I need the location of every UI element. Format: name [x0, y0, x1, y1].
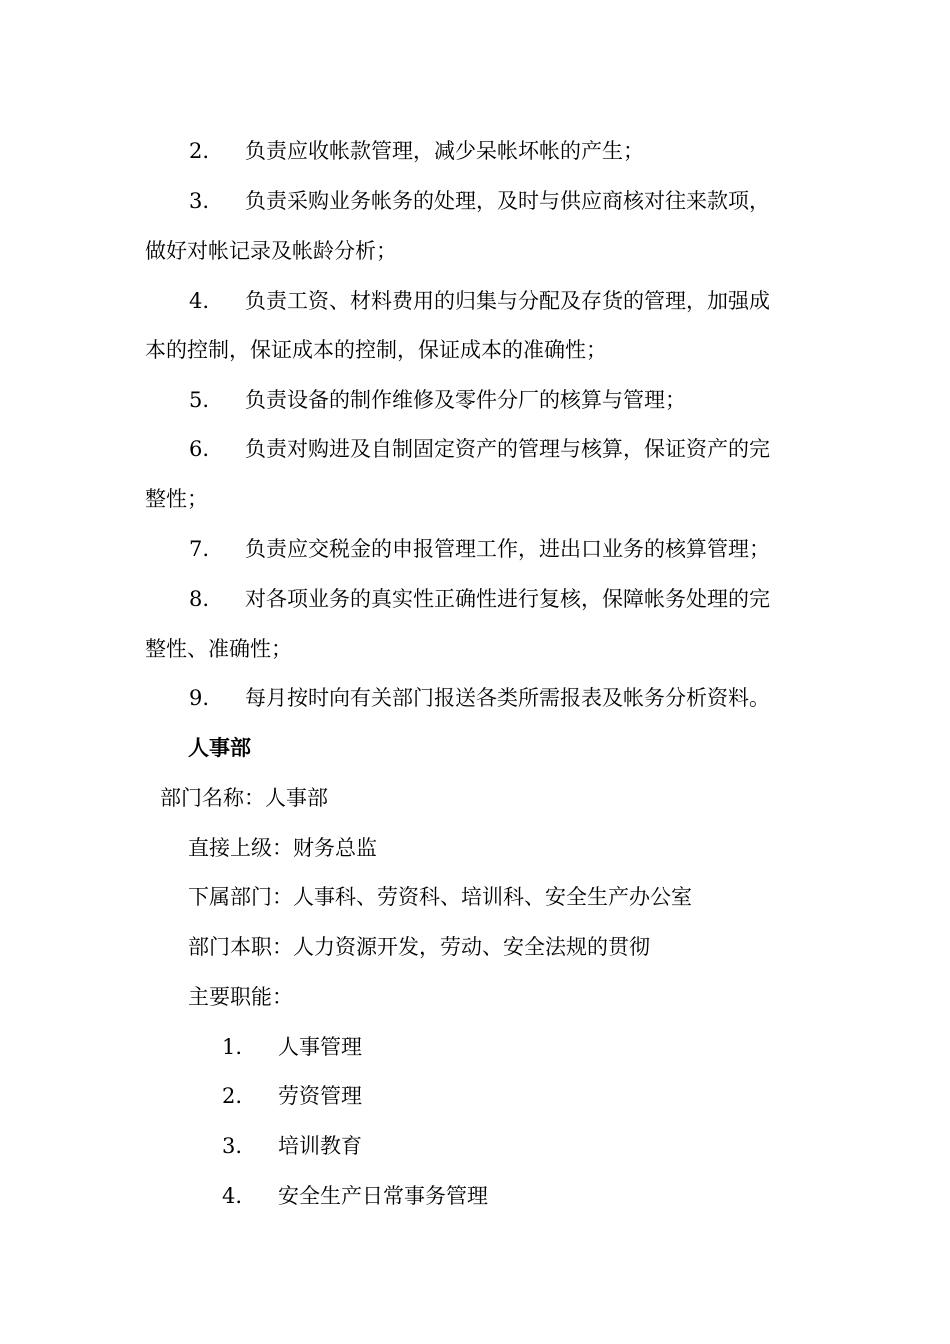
- duty-text-continuation: 做好对帐记录及帐龄分析；: [145, 239, 397, 263]
- section-heading: 人事部: [188, 735, 251, 760]
- dept-name: 部门名称：人事部: [160, 786, 328, 810]
- function-text: 人事管理: [278, 1035, 362, 1059]
- duty-number: 8.: [189, 587, 210, 611]
- duty-item-3: [145, 186, 815, 216]
- duty-item-5: [145, 385, 815, 415]
- duty-number: 2.: [189, 139, 210, 163]
- function-number: 4.: [222, 1184, 243, 1208]
- function-number: 3.: [222, 1134, 243, 1158]
- function-item-3: [222, 1131, 362, 1161]
- function-number: 1.: [222, 1035, 243, 1059]
- function-item-2: [222, 1081, 362, 1111]
- function-number: 2.: [222, 1084, 243, 1108]
- duty-item-8: [145, 584, 815, 614]
- functions-label: 主要职能：: [188, 985, 293, 1009]
- duty-number: 4.: [189, 289, 210, 313]
- dept-responsibility: 部门本职：人力资源开发，劳动、安全法规的贯彻: [188, 935, 650, 959]
- direct-superior: 直接上级：财务总监: [188, 836, 377, 860]
- function-text: 安全生产日常事务管理: [278, 1184, 488, 1208]
- duty-text: 负责采购业务帐务的处理，及时与供应商核对往来款项，: [245, 189, 770, 213]
- duty-text: 负责应交税金的申报管理工作，进出口业务的核算管理；: [245, 537, 770, 561]
- function-item-4: [222, 1181, 488, 1211]
- duty-number: 3.: [189, 189, 210, 213]
- subordinate-depts: 下属部门：人事科、劳资科、培训科、安全生产办公室: [188, 885, 692, 909]
- duty-item-7: [145, 534, 815, 564]
- duty-text-continuation: 整性、准确性；: [145, 637, 292, 661]
- duty-text-continuation: 本的控制，保证成本的控制，保证成本的准确性；: [145, 338, 607, 362]
- duty-text: 对各项业务的真实性正确性进行复核，保障帐务处理的完: [245, 587, 770, 611]
- duty-number: 9.: [189, 686, 210, 710]
- function-item-1: [222, 1032, 362, 1062]
- duty-item-9: [145, 683, 815, 713]
- duty-item-2: [145, 136, 815, 166]
- duty-text-continuation: 整性；: [145, 487, 208, 511]
- duty-number: 7.: [189, 537, 210, 561]
- duty-text: 每月按时向有关部门报送各类所需报表及帐务分析资料。: [245, 686, 770, 710]
- duty-number: 6.: [189, 437, 210, 461]
- duty-item-6: [145, 434, 815, 464]
- duty-text: 负责工资、材料费用的归集与分配及存货的管理，加强成: [245, 289, 770, 313]
- duty-item-4: [145, 286, 815, 316]
- function-text: 劳资管理: [278, 1084, 362, 1108]
- duty-text: 负责应收帐款管理，减少呆帐坏帐的产生；: [245, 139, 644, 163]
- duty-number: 5.: [189, 388, 210, 412]
- duty-text: 负责设备的制作维修及零件分厂的核算与管理；: [245, 388, 686, 412]
- duty-text: 负责对购进及自制固定资产的管理与核算，保证资产的完: [245, 437, 770, 461]
- function-text: 培训教育: [278, 1134, 362, 1158]
